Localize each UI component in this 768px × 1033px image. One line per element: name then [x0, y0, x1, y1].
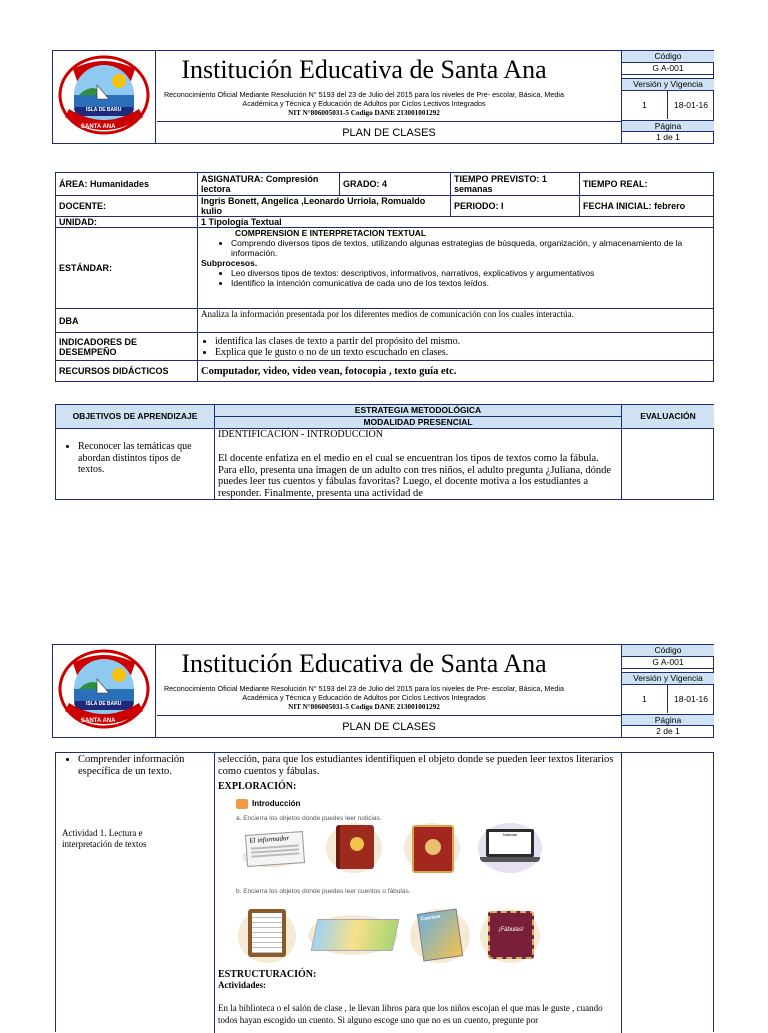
laptop-label: Noticias: [489, 832, 531, 854]
pagina-value: 2 de 1: [656, 726, 680, 736]
divider: [621, 753, 622, 1033]
version-number: 1: [622, 685, 668, 713]
logo-band-text: ISLA DE BARU: [86, 107, 122, 113]
pagina-label: Página: [622, 120, 714, 132]
strategy-table-p2: [55, 752, 714, 1032]
page1-header: [52, 50, 714, 144]
institution-title: Institución Educativa de Santa Ana: [181, 649, 547, 678]
fecha-cell: FECHA INICIAL: febrero: [580, 196, 714, 217]
estandar-title: COMPRENSION E INTERPRETACION TEXTUAL: [235, 228, 427, 238]
recursos-value: Computador, video, video vean, fotocopia , texto guía etc.: [198, 361, 714, 382]
notebook-icon: [248, 909, 286, 957]
periodo-cell: PERIODO: I: [451, 196, 580, 217]
continuation-paragraph: selección, para que los estudiantes identifiquen el objeto donde se pueden leer textos literarios como cuentos y fábulas.: [218, 754, 614, 777]
document-control: [621, 51, 714, 143]
estandar-label: ESTÁNDAR:: [56, 228, 198, 309]
divider: [621, 428, 622, 499]
cuentos-book-icon: [417, 908, 463, 961]
subproceso-item: • Leo diversos tipos de textos: descriptivos, informativos, narrativos, explicativos y argumentativos: [231, 268, 710, 278]
question-a: a. Encierra los objetos donde puedes leer noticias.: [236, 815, 382, 822]
fabulas-label: ¡Fábulas!: [498, 927, 524, 933]
estructuracion-heading: ESTRUCTURACIÓN:: [218, 969, 317, 980]
version-number: 1: [622, 91, 668, 119]
indicador-item: • Explica que le gusto o no de un texto escuchado en clases.: [215, 347, 710, 358]
cuentos-label: Cuentos: [420, 913, 441, 923]
school-logo: [53, 645, 156, 737]
indicadores-label: INDICADORES DE DESEMPEÑO: [56, 333, 198, 361]
institution-title: Institución Educativa de Santa Ana: [181, 55, 547, 84]
identificacion-heading: IDENTIFICACIÓN - INTRODUCCIÓN: [218, 429, 383, 440]
plan-title: PLAN DE CLASES: [157, 715, 621, 738]
dba-label: DBA: [56, 309, 198, 333]
indicadores-content: [198, 333, 714, 361]
logo-bottom-text: SANTA ANA: [81, 124, 116, 130]
recursos-label: RECURSOS DIDÁCTICOS: [56, 361, 198, 382]
info-table: [55, 172, 714, 382]
identificacion-paragraph: El docente enfatiza en el medio en el cual se encuentran los tipos de textos como la fábula. Para ello, presenta una imagen de un adulto con tres niños, el adulto pregunta ¿Juliana, dónde puedes leer tus cuentos y fábulas favoritas? Luego, el docente motiva a los estudiantes a responder. Finalmente, presenta una actividad de: [218, 453, 612, 499]
estandar-item: • Comprendo diversos tipos de textos, utilizando algunas estrategias de búsqueda, organización, y almacenamiento de la información.: [231, 238, 710, 258]
estructuracion-paragraph: En la biblioteca o el salón de clase , le llevan libros para que los niños escojan el que mas le guste , cuando todos hayan escogido un cuento. Si alguno escoge uno que no es un cuento, pregunte por: [218, 1003, 603, 1025]
logo-bottom-text: SANTA ANA: [81, 718, 116, 724]
estandar-content: [198, 228, 714, 309]
indicador-item: • identifica las clases de texto a partir del propósito del mismo.: [215, 336, 710, 347]
actividades-label: Actividades:: [218, 980, 266, 990]
docente-label: DOCENTE:: [56, 196, 198, 217]
area-cell: ÁREA: Humanidades: [56, 173, 198, 196]
storybook-icon: [412, 825, 454, 873]
grado-cell: GRADO: 4: [340, 173, 451, 196]
document-control: [621, 645, 714, 737]
page2-header: [52, 644, 714, 738]
book-icon: [236, 799, 248, 809]
nit-text: NIT N°806005031-5 Codigo DANE 213001001292: [288, 703, 440, 711]
col-evaluacion: EVALUACIÓN: [621, 405, 714, 429]
codigo-value: G A-001: [622, 63, 714, 75]
version-label: Versión y Vigencia: [622, 672, 714, 685]
codigo-value: G A-001: [622, 657, 714, 669]
actividad-label: Actividad 1. Lectura e interpretación de textos: [62, 828, 147, 849]
question-b: b. Encierra los objetos donde puedes leer cuentos o fábulas.: [236, 888, 411, 895]
codigo-label: Código: [622, 645, 714, 657]
open-book-icon: [311, 919, 400, 951]
plan-title: PLAN DE CLASES: [157, 121, 621, 144]
fabulas-book-icon: [488, 911, 534, 959]
unidad-value: 1 Tipología Textual: [198, 217, 714, 228]
version-date: 18-01-16: [673, 100, 709, 110]
subproceso-item: • Identifico la intención comunicativa de cada uno de los textos leídos.: [231, 278, 710, 288]
col-modalidad: MODALIDAD PRESENCIAL: [215, 417, 621, 429]
col-objetivos: OBJETIVOS DE APRENDIZAJE: [56, 405, 215, 429]
subprocesos-label: Subprocesos.: [201, 258, 258, 268]
school-logo: [53, 51, 156, 143]
dba-value: Analiza la información presentada por los diferentes medios de comunicación con los cuales interactúa.: [198, 309, 714, 333]
tiempo-previsto-cell: TIEMPO PREVISTO: 1 semanas: [451, 173, 580, 196]
recognition-text: Reconocimiento Oficial Mediante Resolución N° 5193 del 23 de Julio del 2015 para los niveles de Pre- escolar, Básica, Media Académica y Técnica y Educación de Adultos por Ciclos Lectivos Integrados: [163, 90, 564, 108]
activity-illustration: [234, 797, 564, 969]
asignatura-cell: ASIGNATURA: Compresión lectora: [198, 173, 340, 196]
strategy-table-p1: [55, 404, 714, 500]
version-date: 18-01-16: [673, 694, 709, 704]
recognition-text: Reconocimiento Oficial Mediante Resolución N° 5193 del 23 de Julio del 2015 para los niveles de Pre- escolar, Básica, Media Académica y Técnica y Educación de Adultos por Ciclos Lectivos Integrados: [163, 684, 564, 702]
book-icon: [336, 825, 374, 869]
codigo-label: Código: [622, 51, 714, 63]
newspaper-icon: [245, 831, 305, 867]
exploracion-heading: EXPLORACIÓN:: [218, 781, 297, 792]
laptop-icon: [486, 829, 534, 857]
laptop-base: [480, 857, 540, 862]
pagina-label: Página: [622, 714, 714, 726]
objetivo-item: • Reconocer las temáticas que abordan distintos tipos de textos.: [78, 441, 208, 476]
unidad-label: UNIDAD:: [56, 217, 198, 228]
divider: [214, 753, 215, 1033]
logo-band-text: ISLA DE BARU: [86, 701, 122, 707]
intro-label: Introducción: [252, 799, 301, 808]
col-estrategia: ESTRATEGIA METODOLÓGICA: [215, 405, 621, 417]
objetivo-item: • Comprender información específica de un texto.: [78, 754, 218, 778]
pagina-value: 1 de 1: [656, 132, 680, 142]
nit-text: NIT N°806005031-5 Codigo DANE 213001001292: [288, 109, 440, 117]
divider: [214, 428, 215, 499]
docente-value: Ingris Bonett, Angelica ,Leonardo Urriola, Romualdo kulio: [198, 196, 451, 217]
version-label: Versión y Vigencia: [622, 78, 714, 91]
newspaper-label: El informador: [249, 833, 290, 845]
tiempo-real-cell: TIEMPO REAL:: [580, 173, 714, 196]
